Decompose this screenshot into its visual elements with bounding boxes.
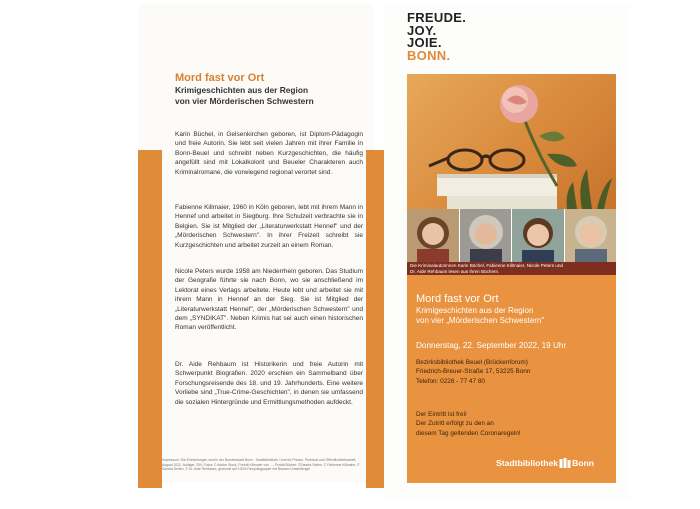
author-portraits bbox=[407, 209, 616, 262]
slogan-line-1: FREUDE. bbox=[407, 10, 467, 25]
venue-info bbox=[416, 358, 530, 386]
books-icon bbox=[559, 458, 571, 468]
portrait-karin-buechel bbox=[407, 209, 460, 262]
left-orange-stripe bbox=[138, 150, 162, 488]
still-life-illustration bbox=[407, 74, 616, 209]
imprint: Impressum: Die Einrichtungen sind in der Bundesstadt Bonn · Stadtbibliothek / Amt für Presse, Protokoll und Öffentlichkeitsarbeit, August 2022, Auflage: 250, Fotos: © Adobe Stock, Porträt Killmaier von ..., Porträt Büchel: ©Sandra Seifen, © Fabienne Killmaier, © Sandra Seifen, © Dr. Aide Rehbaum, gedruckt auf 100% Recyclingpapier mit Blauem Umweltengel bbox=[162, 458, 360, 472]
person-icon bbox=[407, 209, 459, 262]
event-subtitle-line-1: Krimigeschichten aus der Region bbox=[416, 306, 534, 315]
bio-fabienne-killmaier: Fabienne Killmaier, 1960 in Köln geboren, lebt mit ihrem Mann in Hennef und arbeitet in Siegburg. Ihre Schulzeit verbrachte sie in Belgien. Sie ist Mitglied der „Literaturwerkstatt Hennef" und der „Mörderischen Schwestern". In ihrer Freizeit schreibt sie Kurzgeschichten und arbeitet zurzeit an einem Roman. bbox=[175, 204, 363, 249]
city-slogan bbox=[407, 12, 466, 62]
portrait-nicole-peters bbox=[512, 209, 565, 262]
venue-address: Friedrich-Breuer-Straße 17, 53225 Bonn bbox=[416, 368, 531, 376]
portrait-aide-rehbaum bbox=[565, 209, 617, 262]
glasses-icon bbox=[429, 150, 524, 170]
event-date: Donnerstag, 22. September 2022, 19 Uhr bbox=[416, 341, 567, 350]
logo-text-stadtbibliothek: Stadtbibliothek bbox=[496, 458, 559, 468]
portrait-fabienne-killmaier bbox=[460, 209, 513, 262]
right-orange-stripe bbox=[366, 150, 384, 488]
slogan-line-2: JOY. bbox=[407, 22, 437, 38]
inner-subtitle bbox=[175, 85, 314, 107]
entry-line-1: Der Eintritt ist frei! bbox=[416, 411, 467, 418]
rose-icon bbox=[500, 85, 538, 123]
bio-karin-buechel: Karin Büchel, in Gelsenkirchen geboren, ist Diplom-Pädagogin und freie Autorin. Sie lebt seit vielen Jahren mit ihrer Familie in Bonn-Beuel und schreibt neben Kurzgeschichten, die häufig angefüllt sind mit Lokalkolorit und Beueler Charakteren auch Kriminalromane, die vorwiegend regional verortet sind. bbox=[175, 131, 363, 176]
person-icon bbox=[460, 209, 512, 262]
slogan-line-3: JOIE. bbox=[407, 35, 442, 50]
slogan-line-bonn: BONN. bbox=[407, 47, 451, 63]
person-icon bbox=[512, 209, 564, 262]
caption-line-2: Dr. Aide Rehbaum lesen aus ihren Büchern. bbox=[410, 268, 500, 274]
venue-phone: Telefon: 0228 - 77 47 80 bbox=[416, 377, 485, 385]
entry-line-3: diesem Tag geltenden Coronaregeln! bbox=[416, 429, 521, 437]
inner-subtitle-line-1: Krimigeschichten aus der Region bbox=[175, 85, 309, 95]
logo-text-bonn: Bonn bbox=[572, 458, 595, 468]
library-logo bbox=[496, 458, 594, 468]
entry-line-2: Der Zutritt erfolgt zu den an bbox=[416, 420, 494, 428]
entry-note bbox=[416, 410, 521, 438]
bio-aide-rehbaum: Dr. Aide Rehbaum ist Historikerin und freie Autorin mit Schwerpunkt Biografien. 2020 erschien ein Sammelband über Forschungsreisende des 18. und 19. Jahrhunderts. Eine weitere Vorliebe sind „True-Crime-Geschichten", in denen sie umfassend die sozialen Hintergründe und Ermittlungsmethoden aufdeckt. bbox=[175, 361, 363, 406]
cover-photo bbox=[407, 74, 616, 209]
inner-title: Mord fast vor Ort bbox=[175, 72, 265, 84]
venue-name: Bezirksbibliothek Beuel (Brückenforum) bbox=[416, 359, 528, 366]
person-icon bbox=[565, 209, 617, 262]
event-title: Mord fast vor Ort bbox=[416, 293, 499, 305]
event-subtitle bbox=[416, 306, 544, 326]
event-subtitle-line-2: von vier „Mörderischen Schwestern" bbox=[416, 316, 545, 325]
bio-nicole-peters: Nicole Peters wurde 1958 am Niederrhein geboren. Das Studium der Geografie führte sie nach Bonn, wo sie anschließend im Lektorat eines Verlags arbeitete. Heute lebt und arbeitet sie mit ihrem Mann in Hennef an der Sieg. Sie ist Mitglied der „Literaturwerkstatt Hennef", der „Mörderischen Schwestern" und dem „SYNDIKAT". Neben Krimis hat sei auch einen historischen Roman veröffentlicht. bbox=[175, 268, 363, 332]
inner-subtitle-line-2: von vier Mörderischen Schwestern bbox=[175, 96, 314, 106]
photo-caption bbox=[407, 262, 616, 275]
caption-line-1: Die Kriminalautorinnen Karin Büchel, Fabienne Killmaier, Nicole Peters und bbox=[410, 263, 563, 268]
